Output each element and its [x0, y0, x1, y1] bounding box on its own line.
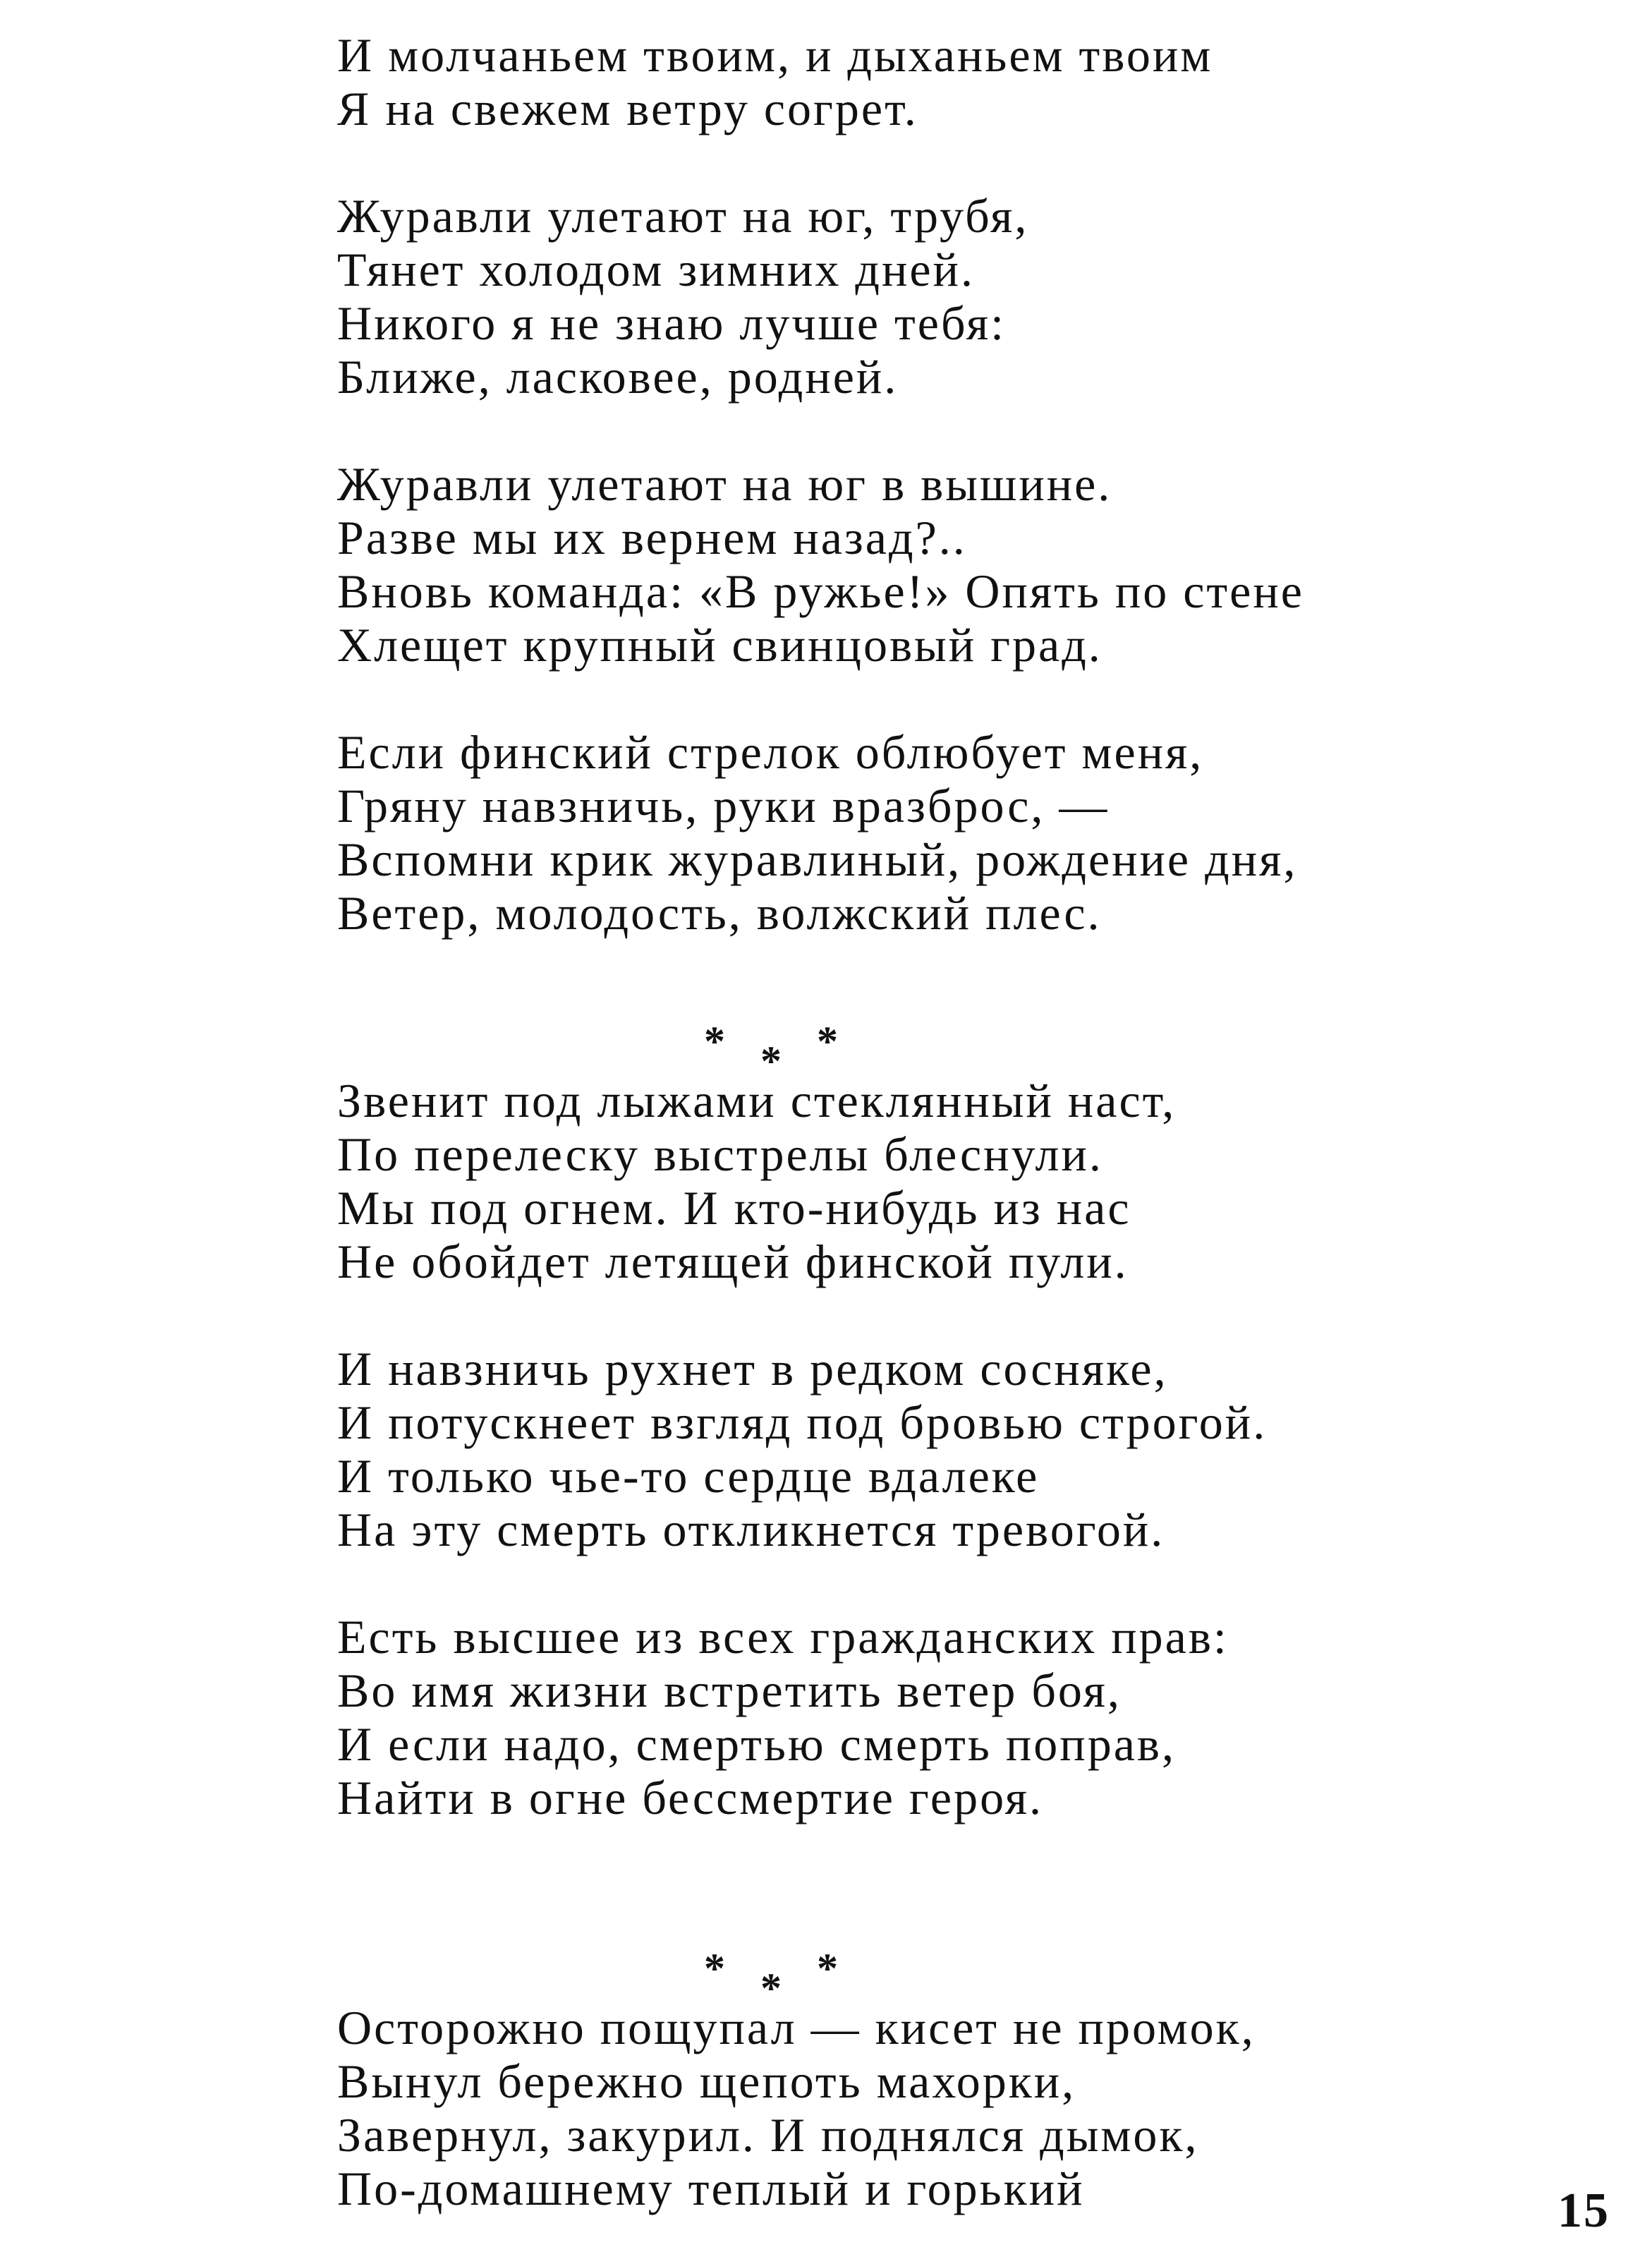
section-divider: [337, 940, 1438, 1084]
verse-line: По-домашнему теплый и горький: [337, 2162, 1085, 2215]
poem-column: [337, 28, 1438, 2215]
asterisk: *: [817, 1945, 838, 1992]
stanza: [337, 457, 1438, 672]
verse-line: Вспомни крик журавлиный, рождение дня,: [337, 833, 1298, 886]
verse-line: И потускнеет взгляд под бровью строгой.: [337, 1396, 1268, 1449]
verse-line: Есть высшее из всех гражданских прав:: [337, 1610, 1229, 1664]
verse-line: Не обойдет летящей финской пули.: [337, 1235, 1129, 1288]
verse-line: Завернул, закурил. И поднялся дымок,: [337, 2108, 1199, 2162]
section-divider: [337, 1824, 1438, 2011]
poem-3: [337, 2001, 1438, 2215]
poem-2: [337, 1074, 1438, 1824]
asterisk: *: [704, 1945, 725, 1992]
verse-line: Разве мы их вернем назад?..: [337, 511, 967, 564]
verse-line: Тянет холодом зимних дней.: [337, 243, 975, 296]
verse-line: Осторожно пощупал — кисет не промок,: [337, 2001, 1256, 2054]
verse-line: Вновь команда: «В ружье!» Опять по стене: [337, 564, 1304, 618]
poem-1: [337, 28, 1438, 940]
asterisk: *: [760, 1038, 782, 1084]
verse-line: Найти в огне бессмертие героя.: [337, 1771, 1044, 1824]
stanza: [337, 1074, 1438, 1288]
verse-line: И навзничь рухнет в редком сосняке,: [337, 1342, 1168, 1396]
verse-line: Звенит под лыжами стеклянный наст,: [337, 1074, 1177, 1127]
verse-line: Никого я не знаю лучше тебя:: [337, 296, 1007, 350]
verse-line: Ближе, ласковее, родней.: [337, 350, 899, 404]
asterisk: *: [704, 1018, 725, 1065]
verse-line: Хлещет крупный свинцовый град.: [337, 618, 1103, 672]
verse-line: Журавли улетают на юг в вышине.: [337, 457, 1112, 511]
stanza: [337, 2001, 1438, 2215]
verse-line: Я на свежем ветру согрет.: [337, 82, 918, 135]
verse-line: По перелеску выстрелы блеснули.: [337, 1127, 1103, 1181]
verse-line: Если финский стрелок облюбует меня,: [337, 725, 1204, 779]
verse-line: Мы под огнем. И кто-нибудь из нас: [337, 1181, 1131, 1235]
asterisk: *: [760, 1965, 782, 2011]
verse-line: Ветер, молодость, волжский плес.: [337, 886, 1102, 940]
page-number: 15: [1557, 2184, 1610, 2238]
stanza: [337, 1342, 1438, 1556]
verse-line: Журавли улетают на юг, трубя,: [337, 189, 1029, 243]
verse-line: На эту смерть откликнется тревогой.: [337, 1503, 1165, 1556]
verse-line: Вынул бережно щепоть махорки,: [337, 2054, 1076, 2108]
stanza: [337, 28, 1438, 135]
verse-line: И молчаньем твоим, и дыханьем твоим: [337, 28, 1213, 82]
verse-line: Гряну навзничь, руки вразброс, —: [337, 779, 1110, 833]
stanza: [337, 1610, 1438, 1824]
stanza: [337, 725, 1438, 940]
verse-line: И если надо, смертью смерть поправ,: [337, 1717, 1176, 1771]
stanza: [337, 189, 1438, 404]
verse-line: Во имя жизни встретить ветер боя,: [337, 1664, 1122, 1717]
verse-line: И только чье-то сердце вдалеке: [337, 1449, 1040, 1503]
asterisk: *: [817, 1018, 838, 1065]
